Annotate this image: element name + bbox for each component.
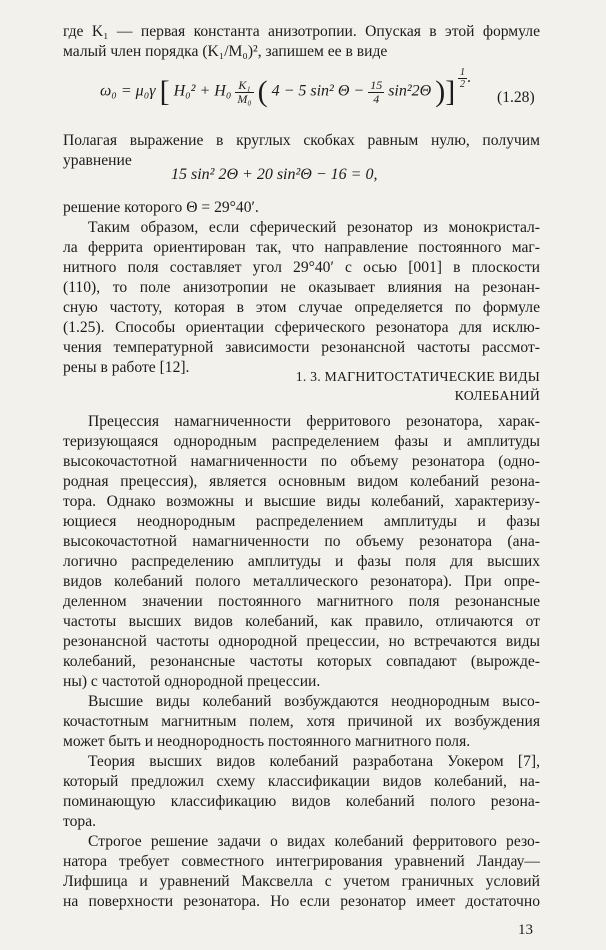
- book-page: где K₁ — первая константа анизотропии. Опуская в этой формуле малый член порядка (K₁/M₀)², запишем ее в виде ω₀ = μ₀γ [ H₀² + H₀ $\frac{\text{K₁}}{\text{M₀}}$ ( 4 − 5 sin² Θ − $\frac{15}{4}$ sin²2Θ )] $\frac{1}{2}$ . (1.28) Полагая выражение в круглых скобках равным нулю, получим уравнение 15 sin² 2Θ + 20 sin²Θ − 16 = 0, решение которого Θ = 29°40′. Таким образом, если сферический резонатор из монокристал- ла феррита ориентирован так, что направление постоянного маг- нитного поля составляет угол 29°40′ с осью [001] в плоскости (110), то поле анизотропии не оказывает влияния на резонан- сную частоту, которая в этом случае определяется по формуле (1.25). Способы ориентации сферического резонатора для исклю- чения температурной зависимости резонансной частоты рассмот- рены в работе [12]. 1. 3. МАГНИТОСТАТИЧЕСКИЕ ВИДЫ КОЛЕБАНИЙ Прецессия намагниченности ферритового резонатора, харак- теризующаяся однородным распределением фазы и амплитуды высокочастотной намагниченности по объему резонатора (одно- родная прецессия), является основным видом колебаний резона- тора. Однако возможны и высшие виды колебаний, характеризу- ющиеся неоднородным распределением амплитуды и фазы высокочастотной намагниченности по объему резонатора (ана- логично распределению амплитуды и фазы поля для высших видов колебаний полого металлического резонатора). При опре- деленном значении постоянного магнитного поля резонансные частоты высших видов колебаний, как правило, отличаются от резонансной частоты однородной прецессии, но встречаются виды колебаний, резонансные частоты которых совпадают (вырожде- ны) с частотой однородной прецессии. Высшие виды колебаний возбуждаются неоднородным высо- кочастотным магнитным полем, хотя причиной их возбуждения может быть и неоднородность постоянного магнитного поля. Теория высших видов колебаний разработана Уокером [7], который предложил схему классификации видов колебаний, на- поминающую классификацию видов колебаний полого резона- тора. Строгое решение задачи о видах колебаний ферритового резо- натора требует совместного интегрирования уравнений Ландау— Лифшица и уравнений Максвелла с учетом граничных условий на поверхности резонатора. Но если резонатор имеет достаточно 13: [63, 23, 540, 938]
- text-line: Полагая выражение в круглых скобках равным нулю, получим: [63, 132, 540, 149]
- text-line: кочастотным магнитным полем, хотя причиной их возбуждения: [63, 713, 540, 730]
- text-line: ющиеся неоднородным распределением амплитуды и фазы: [63, 513, 540, 530]
- text-line: Прецессия намагниченности ферритового резонатора, харак-: [88, 413, 540, 430]
- text-line: высокочастотной намагниченности по объему резонатора (ана-: [63, 533, 540, 550]
- text-line: тора. Однако возможны и высшие виды колебаний, характеризу-: [63, 493, 540, 510]
- text-line: чения температурной зависимости резонансной частоты рассмот-: [63, 339, 540, 356]
- text-line: нитного поля составляет угол 29°40′ с осью [001] в плоскости: [63, 259, 540, 276]
- page-number: 13: [518, 922, 533, 938]
- formula-lhs: ω₀ = μ₀γ: [100, 82, 156, 100]
- text-line: Строгое решение задачи о видах колебаний ферритового резо-: [88, 833, 540, 850]
- text-line: малый член порядка (K₁/M₀)², запишем ее в виде: [63, 43, 388, 60]
- text-line: уравнение: [63, 152, 132, 169]
- text-line: поминающую классификацию видов колебаний полого резона-: [63, 793, 540, 810]
- exponent-one-half: $\frac{1}{2}$: [460, 67, 465, 90]
- text-line: ла феррита ориентирован так, что направление постоянного маг-: [63, 239, 540, 256]
- text-line: частоты высших видов колебаний, как правило, отличаются от: [63, 613, 540, 630]
- text-line: Лифшица и уравнений Максвелла с учетом граничных условий: [63, 873, 540, 890]
- text-line: тора.: [63, 813, 97, 830]
- text-line: высокочастотной намагниченности по объему резонатора (одно-: [63, 453, 540, 470]
- fraction-15-4: $\frac{15}{4}$: [370, 77, 383, 106]
- text-line: который предложил схему классификации видов колебаний, на-: [63, 773, 540, 790]
- text-line: родная прецессия), является основным видом колебаний резона-: [63, 473, 540, 490]
- text-line: (110), то поле анизотропии не оказывает влияния на резонан-: [63, 279, 540, 296]
- text-line: может быть и неоднородность постоянного магнитного поля.: [63, 733, 471, 750]
- formula-term: 4 − 5 sin² Θ −: [271, 82, 365, 100]
- text-line: натора требует совместного интегрирования уравнений Ландау—: [63, 853, 540, 870]
- section-heading: КОЛЕБАНИЙ: [454, 388, 540, 403]
- formula-term: H₀² + H₀: [173, 82, 232, 100]
- text-line: на поверхности резонатора. Но если резонатор имеет достаточно: [63, 893, 540, 910]
- text-line: (1.25). Способы ориентации сферического резонатора для исклю-: [63, 319, 540, 336]
- text-line: резонансной частоты однородной прецессии, но встречаются виды: [63, 633, 540, 650]
- text-line: видов колебаний полого металлического резонатора). При опре-: [63, 573, 540, 590]
- text-line: деленном значении постоянного магнитного поля резонансные: [63, 593, 540, 610]
- fraction-k1-m0: $\frac{\text{K₁}}{\text{M₀}}$: [237, 77, 252, 106]
- text-line: ны) с частотой однородной прецессии.: [63, 673, 321, 690]
- text-line: логично распределению амплитуды и фазы поля для высших: [63, 553, 540, 570]
- formula-equation: 15 sin² 2Θ + 20 sin²Θ − 16 = 0,: [171, 166, 378, 183]
- text-line: колебаний, резонансные частоты которых совпадают (вырожде-: [63, 653, 540, 670]
- text-line: Высшие виды колебаний возбуждаются неоднородным высо-: [88, 693, 540, 710]
- text-line: решение которого Θ = 29°40′.: [63, 199, 259, 216]
- text-line: Теория высших видов колебаний разработана Уокером [7],: [88, 753, 540, 770]
- text-line: теризующаяся однородным распределением фазы и амплитуды: [63, 433, 540, 450]
- text-line: где K₁ — первая константа анизотропии. Опуская в этой формуле: [63, 23, 540, 40]
- section-heading: 1. 3. МАГНИТОСТАТИЧЕСКИЕ ВИДЫ: [295, 369, 540, 384]
- text-line: сную частоту, которая в этом случае определяется по формуле: [63, 299, 540, 316]
- equation-number: (1.28): [497, 89, 535, 106]
- text-line: рены в работе [12].: [63, 359, 190, 376]
- text-line: Таким образом, если сферический резонатор из монокристал-: [88, 219, 540, 236]
- formula-term: sin²2Θ: [388, 82, 432, 100]
